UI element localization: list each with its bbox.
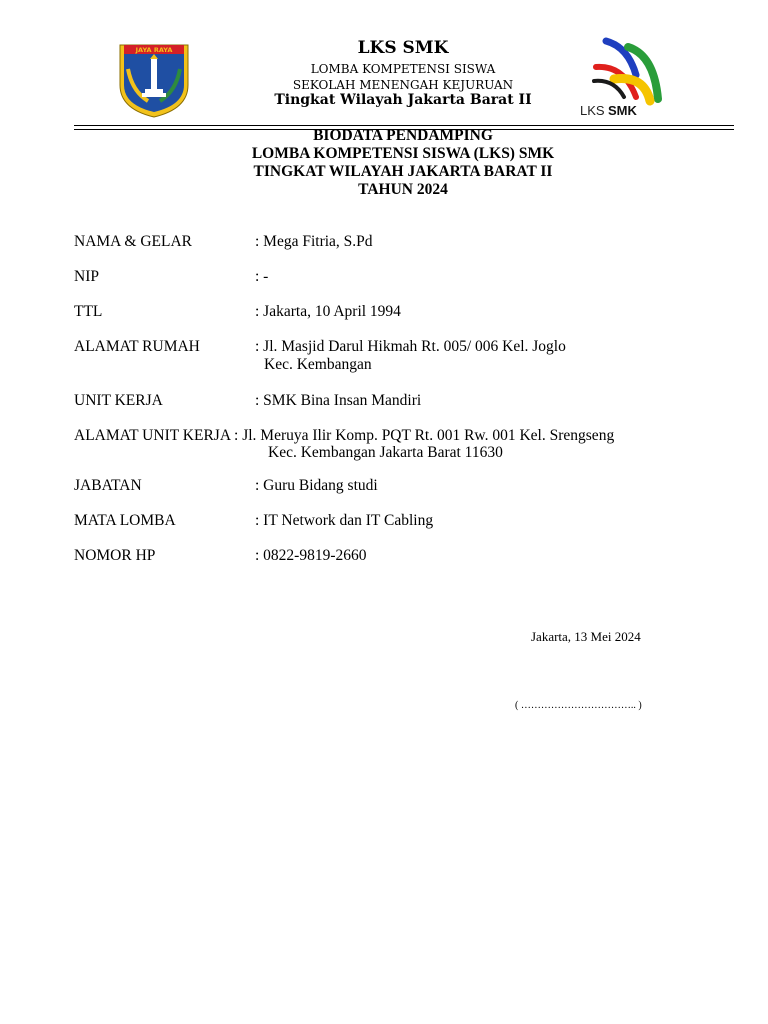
field-label-alamat-rumah: ALAMAT RUMAH bbox=[74, 338, 200, 355]
lks-smk-logo bbox=[570, 35, 666, 121]
field-label-nip: NIP bbox=[74, 268, 99, 285]
field-value-nip: : - bbox=[255, 268, 269, 285]
doc-title-line-4: TAHUN 2024 bbox=[358, 181, 448, 198]
doc-title-line-3: TINGKAT WILAYAH JAKARTA BARAT II bbox=[253, 163, 553, 180]
field-value-jabatan: : Guru Bidang studi bbox=[255, 477, 378, 494]
signature-placeholder: ( …………………………….. ) bbox=[515, 700, 642, 711]
doc-title-line-1: BIODATA PENDAMPING bbox=[313, 127, 493, 144]
field-label-jabatan: JABATAN bbox=[74, 477, 142, 494]
field-label-unit-kerja: UNIT KERJA bbox=[74, 392, 163, 409]
header-rule-top bbox=[74, 125, 734, 126]
field-value-unit-kerja: : SMK Bina Insan Mandiri bbox=[255, 392, 422, 409]
jaya-raya-emblem bbox=[114, 39, 194, 119]
field-value-alamat-rumah: : Jl. Masjid Darul Hikmah Rt. 005/ 006 Kel. Joglo bbox=[255, 338, 566, 355]
smk-logo-text: SMK bbox=[608, 103, 637, 118]
field-value-nomor-hp: : 0822-9819-2660 bbox=[255, 547, 367, 564]
field-label-nomor-hp: NOMOR HP bbox=[74, 547, 156, 564]
field-value-alamat-rumah-cont: Kec. Kembangan bbox=[264, 356, 372, 373]
field-value-mata-lomba: : IT Network dan IT Cabling bbox=[255, 512, 434, 529]
field-value-alamat-unit-kerja-cont: Kec. Kembangan Jakarta Barat 11630 bbox=[268, 444, 503, 461]
emblem-text: JAYA RAYA bbox=[135, 46, 173, 54]
signature-date: Jakarta, 13 Mei 2024 bbox=[531, 629, 641, 644]
header-line-2: SEKOLAH MENENGAH KEJURUAN bbox=[292, 78, 514, 92]
header-title: LKS SMK bbox=[357, 38, 449, 58]
field-value-ttl: : Jakarta, 10 April 1994 bbox=[255, 303, 401, 320]
header-line-3: Tingkat Wilayah Jakarta Barat II bbox=[274, 92, 532, 108]
doc-title-line-2: LOMBA KOMPETENSI SISWA (LKS) SMK bbox=[251, 145, 555, 162]
header-line-1: LOMBA KOMPETENSI SISWA bbox=[310, 62, 496, 76]
field-label-mata-lomba: MATA LOMBA bbox=[74, 512, 176, 529]
field-label-nama: NAMA & GELAR bbox=[74, 233, 192, 250]
field-alamat-unit-kerja: ALAMAT UNIT KERJA : Jl. Meruya Ilir Komp. PQT Rt. 001 Rw. 001 Kel. Srengseng bbox=[74, 427, 615, 444]
field-label-ttl: TTL bbox=[74, 303, 103, 320]
field-value-nama: : Mega Fitria, S.Pd bbox=[255, 233, 373, 250]
lks-logo-text: LKS bbox=[580, 103, 605, 118]
